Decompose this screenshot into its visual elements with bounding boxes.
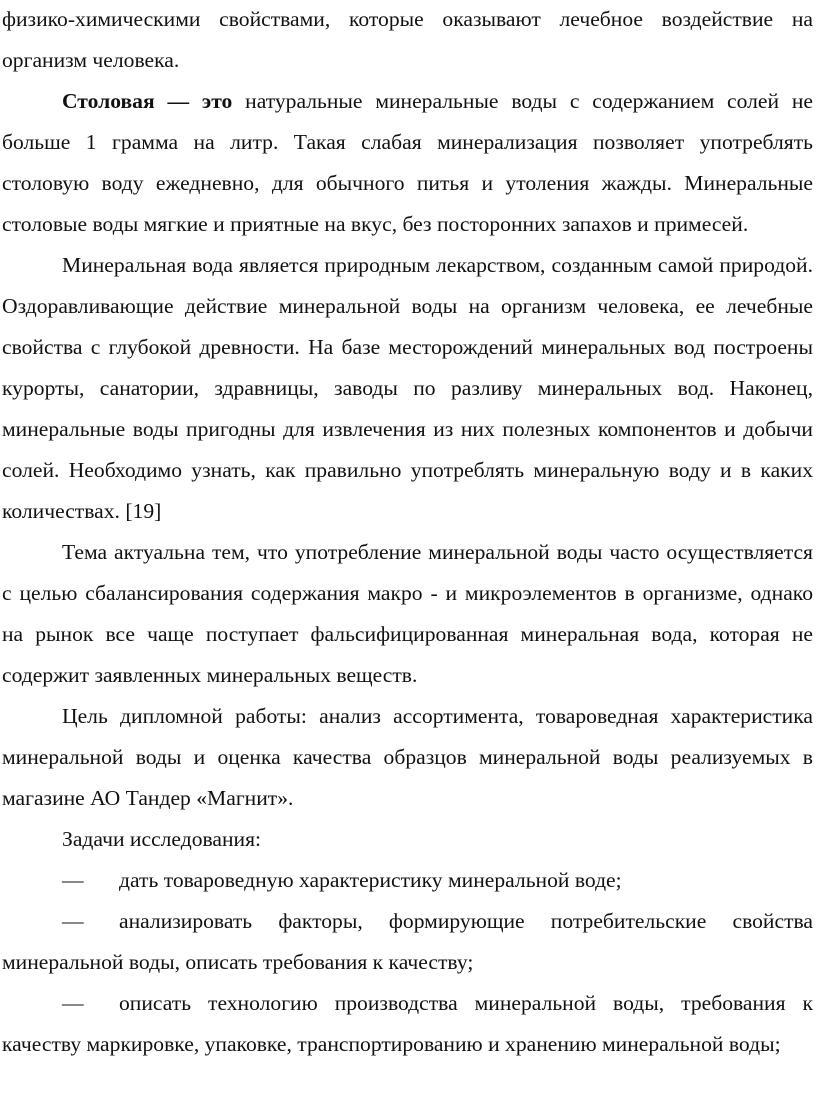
task-text: анализировать факторы, формирующие потребительские свойства минеральной воды, описать требования к качеству; xyxy=(2,909,813,974)
document-page xyxy=(2,0,813,1065)
term-table-water: Столовая — это xyxy=(62,89,233,113)
paragraph-table-water-definition xyxy=(2,81,813,245)
tasks-heading: Задачи исследования: xyxy=(62,827,262,851)
paragraph-mineral-water-medicine: Минеральная вода является природным лекарством, созданным самой природой. Оздоравливающие действие минеральной воды на организм человека, ее лечебные свойства с глубокой древности. На базе месторождений минеральных вод построены курорты, санатории, здравницы, заводы по разливу минеральных вод. Наконец, минеральные воды пригодны для извлечения из них полезных компонентов и добычи солей. Необходимо узнать, как правильно употреблять минеральную воду и в каких количествах. [19] xyxy=(2,253,813,523)
dash-marker: — xyxy=(62,909,84,933)
definition-text: натуральные минеральные воды с содержанием солей не больше 1 грамма на литр. Такая слабая минерализация позволяет употреблять столовую воду ежедневно, для обычного питья и утоления жажды. Минеральные столовые воды мягкие и приятные на вкус, без посторонних запахов и примесей. xyxy=(2,89,813,236)
paragraph-continuation: физико-химическими свойствами, которые оказывают лечебное воздействие на организм человека. xyxy=(2,7,813,72)
task-list-item xyxy=(2,901,813,983)
task-text: описать технологию производства минеральной воды, требования к качеству маркировке, упаковке, транспортированию и хранению минеральной воды; xyxy=(2,991,813,1056)
paragraph-thesis-goal: Цель дипломной работы: анализ ассортимента, товароведная характеристика минеральной воды и оценка качества образцов минеральной воды реализуемых в магазине АО Тандер «Магнит». xyxy=(2,704,813,810)
dash-marker: — xyxy=(62,991,84,1015)
paragraph-topic-relevance: Тема актуальна тем, что употребление минеральной воды часто осуществляется с целью сбалансирования содержания макро - и микроэлементов в организме, однако на рынок все чаще поступает фальсифицированная минеральная вода, которая не содержит заявленных минеральных веществ. xyxy=(2,540,813,687)
dash-marker: — xyxy=(62,868,84,892)
task-text: дать товароведную характеристику минеральной воде; xyxy=(119,868,622,892)
task-list-item xyxy=(2,860,813,901)
task-list-item xyxy=(2,983,813,1065)
